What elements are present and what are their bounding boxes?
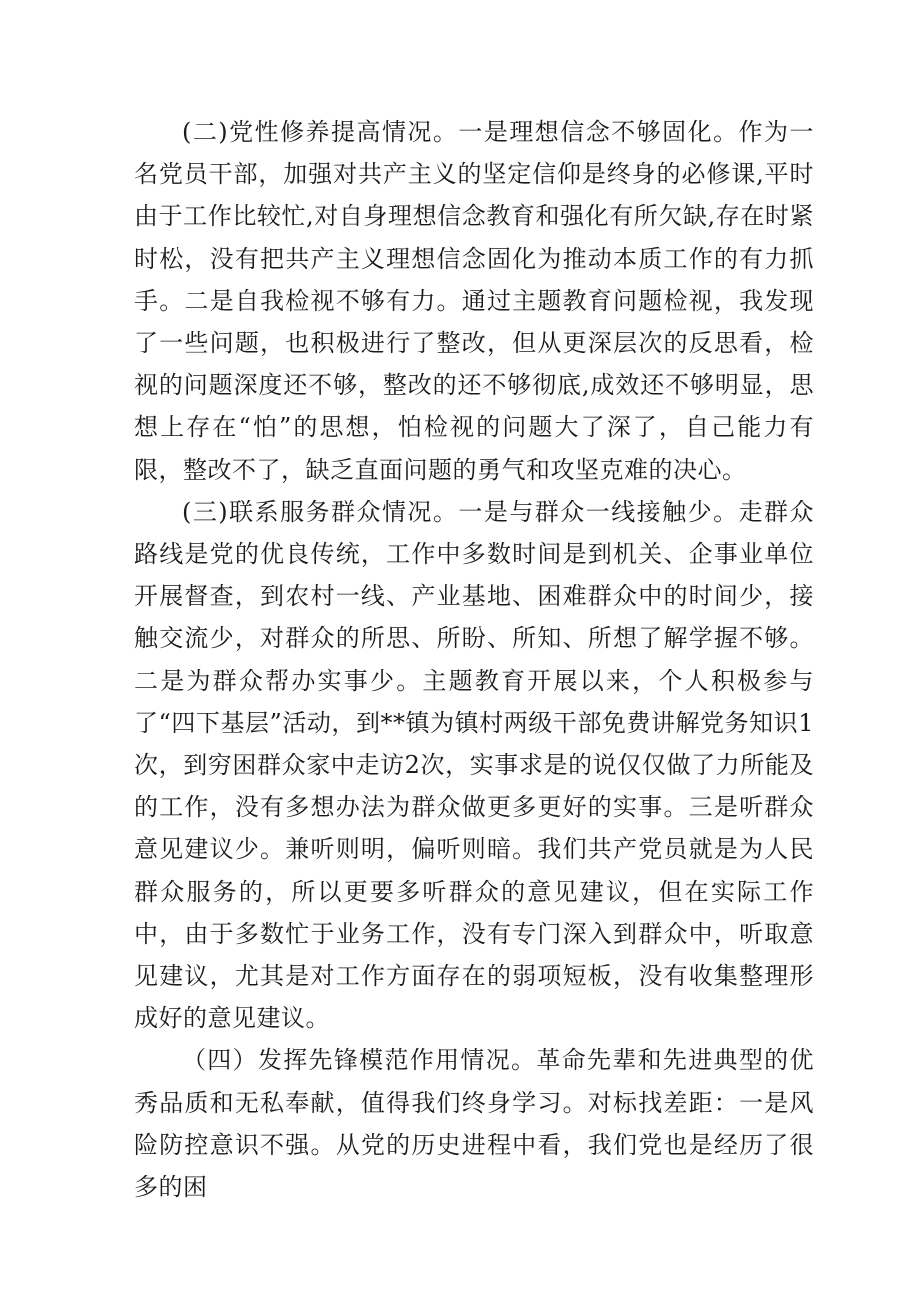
document-body [134, 111, 814, 1208]
paragraph-serving-masses: (三)联系服务群众情况。一是与群众一线接触少。走群众路线是党的优良传统，工作中多数时间是到机关、企事业单位开展督查，到农村一线、产业基地、困难群众中的时间少，接触交流少，对群众的所思、所盼、所知、所想了解学握不够。二是为群众帮办实事少。主题教育开展以来，个人积极参与了“四下基层”活动，到**镇为镇村两级干部免费讲解党务知识1次，到穷困群众家中走访2次，实事求是的说仅仅做了力所能及的工作，没有多想办法为群众做更多更好的实事。三是听群众意见建议少。兼听则明，偏听则暗。我们共产党员就是为人民群众服务的，所以更要多听群众的意见建议，但在实际工作中，由于多数忙于业务工作，没有专门深入到群众中，听取意见建议，尤其是对工作方面存在的弱项短板，没有收集整理形成好的意见建议。 [134, 497, 814, 1033]
paragraph-party-spirit: (二)党性修养提高情况。一是理想信念不够固化。作为一名党员干部，加强对共产主义的坚定信仰是终身的必修课,平时由于工作比较忙,对自身理想信念教育和强化有所欠缺,存在时紧时松，没有把共产主义理想信念固化为推动本质工作的有力抓手。二是自我检视不够有力。通过主题教育问题检视，我发现了一些问题，也积极进行了整改，但从更深层次的反思看，检视的问题深度还不够，整改的还不够彻底,成效还不够明显，思想上存在“怕”的思想，怕检视的问题大了深了，自己能力有限，整改不了，缺乏直面问题的勇气和攻坚克难的决心。 [134, 118, 814, 484]
paragraph-vanguard-role: （四）发挥先锋模范作用情况。革命先辈和先进典型的优秀品质和无私奉献，值得我们终身学习。对标找差距：一是风险防控意识不强。从党的历史进程中看，我们党也是经历了很多的困 [134, 1046, 814, 1202]
